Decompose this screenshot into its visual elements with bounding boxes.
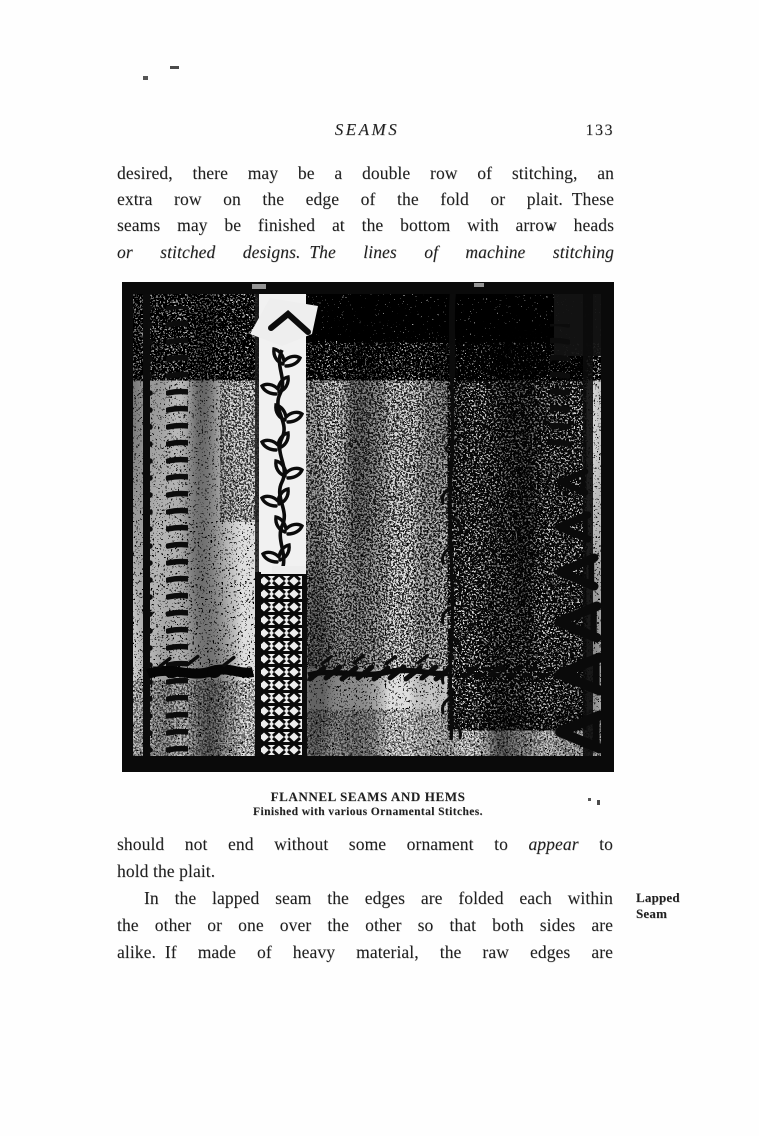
flannel-photo [122, 282, 614, 772]
page-number: 133 [585, 122, 614, 139]
blanket-stitch-left [143, 294, 188, 760]
text-line: desired, there may be a double row of stitching, an [117, 163, 614, 183]
text-line: alike. If made of heavy material, the raw edges are [117, 941, 613, 962]
flannel-photo-illustration [122, 282, 614, 772]
figure-caption-title: FLANNEL SEAMS AND HEMS [270, 789, 466, 804]
paragraph-1 [117, 160, 614, 265]
scan-artifact-dot [143, 76, 148, 80]
text-line [117, 831, 613, 858]
text-line: In the lapped seam the edges are folded each within [144, 888, 613, 908]
text-segment: should not end without some ornament to [117, 834, 529, 854]
running-head: SEAMS [334, 120, 400, 139]
text-line: seams may be finished at the bottom with arrow heads [117, 215, 614, 236]
margin-note-line: Lapped [636, 890, 680, 905]
text-line: the other or one over the other so that both sides are [117, 914, 613, 935]
margin-note-line: Seam [636, 905, 668, 921]
text-line: extra row on the edge of the fold or plait. These [117, 189, 614, 210]
paragraph-3 [117, 885, 613, 965]
text-segment-italic: appear [528, 834, 579, 854]
text-segment: to [578, 834, 613, 854]
figure-caption-subtitle: Finished with various Ornamental Stitches. [253, 806, 483, 818]
text-line-italic: or stitched designs. The lines of machine stitching [117, 241, 614, 262]
scan-artifact-dash [170, 66, 179, 69]
margin-note [636, 890, 680, 921]
text-line: hold the plait. [117, 861, 216, 881]
paragraph-2 [117, 831, 613, 885]
